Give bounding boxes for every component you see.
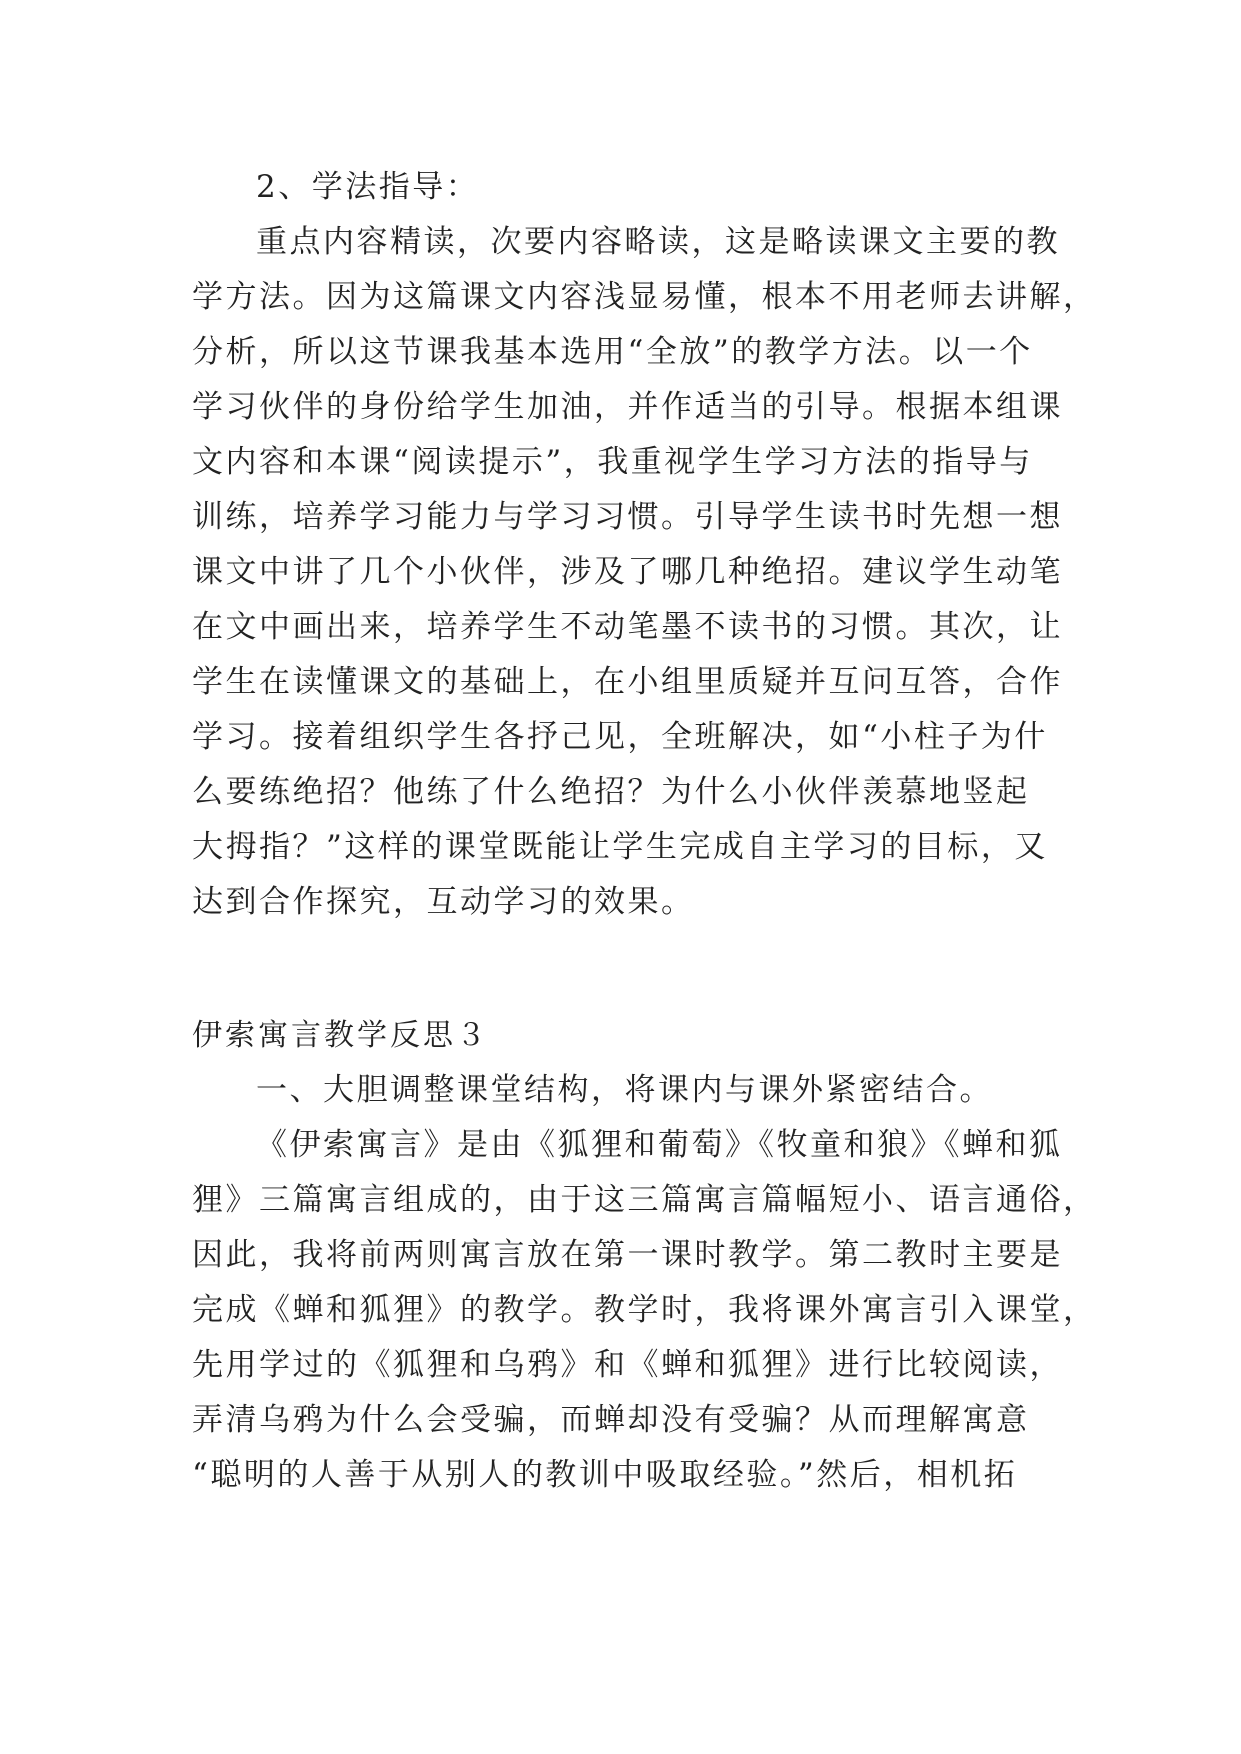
paragraph-line: 在文中画出来，培养学生不动笔墨不读书的习惯。其次，让 <box>192 609 1063 645</box>
paragraph-line: 学生在读懂课文的基础上，在小组里质疑并互问互答，合作 <box>192 664 1063 700</box>
paragraph-line: 狸》三篇寓言组成的，由于这三篇寓言篇幅短小、语言通俗， <box>192 1182 1097 1218</box>
paragraph-line: 课文中讲了几个小伙伴，涉及了哪几种绝招。建议学生动笔 <box>192 554 1063 590</box>
section-heading: 2、学法指导： <box>256 169 480 205</box>
paragraph-line: 么要练绝招？他练了什么绝招？为什么小伙伴羡慕地竖起 <box>192 774 1030 810</box>
paragraph-line: 大拇指？”这样的课堂既能让学生完成自主学习的目标，又 <box>192 829 1048 865</box>
paragraph-line: 《伊索寓言》是由《狐狸和葡萄》《牧童和狼》《蝉和狐 <box>256 1127 1063 1163</box>
paragraph-line: 学习伙伴的身份给学生加油，并作适当的引导。根据本组课 <box>192 389 1063 425</box>
paragraph-line: 学方法。因为这篇课文内容浅显易懂，根本不用老师去讲解， <box>192 279 1097 315</box>
article-title: 伊索寓言教学反思３ <box>192 1018 489 1053</box>
paragraph-line: 重点内容精读，次要内容略读，这是略读课文主要的教 <box>256 224 1060 260</box>
paragraph-line: 完成《蝉和狐狸》的教学。教学时，我将课外寓言引入课堂， <box>192 1292 1097 1328</box>
paragraph-line: “聪明的人善于从别人的教训中吸取经验。”然后，相机拓 <box>192 1457 1018 1493</box>
section2-paragraph <box>192 215 1097 930</box>
paragraph-line: 达到合作探究，互动学习的效果。 <box>192 884 695 920</box>
section-spacer <box>192 930 1052 1008</box>
point-heading: 一、大胆调整课堂结构，将课内与课外紧密结合。 <box>256 1072 993 1108</box>
paragraph-line: 先用学过的《狐狸和乌鸦》和《蝉和狐狸》进行比较阅读， <box>192 1347 1063 1383</box>
paragraph-line: 训练，培养学习能力与学习习惯。引导学生读书时先想一想 <box>192 499 1063 535</box>
paragraph-line: 弄清乌鸦为什么会受骗，而蝉却没有受骗？从而理解寓意 <box>192 1402 1030 1438</box>
paragraph-line: 因此，我将前两则寓言放在第一课时教学。第二教时主要是 <box>192 1237 1063 1273</box>
document-content <box>192 160 1097 1503</box>
paragraph-line: 学习。接着组织学生各抒己见，全班解决，如“小柱子为什 <box>192 719 1048 755</box>
paragraph-line: 分析，所以这节课我基本选用“全放”的教学方法。以一个 <box>192 334 1033 370</box>
article3-paragraph <box>192 1118 1097 1503</box>
paragraph-line: 文内容和本课“阅读提示”，我重视学生学习方法的指导与 <box>192 444 1033 480</box>
